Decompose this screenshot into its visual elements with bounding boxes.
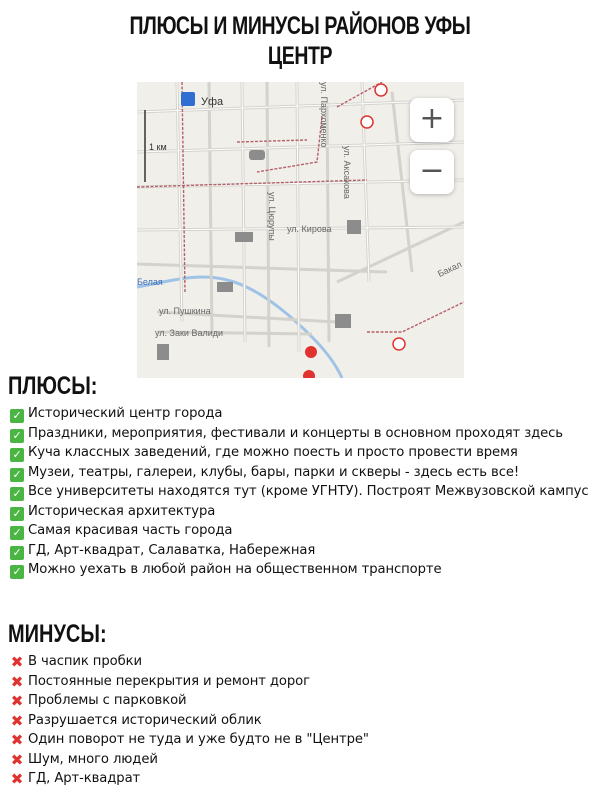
list-item — [10, 443, 592, 463]
list-item-text: Шум, много людей — [28, 751, 158, 767]
list-item-text: Один поворот не туда и уже будто не в "Центре" — [28, 732, 369, 747]
list-item — [10, 463, 592, 483]
zoom-in-button[interactable]: + — [410, 98, 454, 142]
building-icon — [217, 282, 233, 292]
zoom-out-button[interactable]: − — [410, 150, 454, 194]
check-icon: ✓ — [10, 507, 24, 521]
check-icon: ✓ — [10, 468, 24, 482]
cross-icon: ✖ — [10, 672, 24, 691]
list-item — [10, 424, 592, 444]
list-item — [10, 521, 592, 541]
list-item-text: Музеи, театры, галереи, клубы, бары, парки и скверы - здесь есть все! — [28, 464, 520, 480]
check-icon: ✓ — [10, 565, 24, 579]
map-scale-label: 1 км — [149, 142, 167, 152]
list-item — [10, 691, 592, 711]
list-item-text: Самая красивая часть города — [28, 523, 233, 538]
mosque-icon — [347, 220, 361, 234]
map-river-label: Белая — [137, 277, 163, 287]
map-city-label: Уфа — [201, 96, 224, 108]
cross-icon: ✖ — [10, 750, 24, 769]
map-street-parkhomenko: ул. Пархоменко — [319, 82, 329, 148]
monument-icon — [157, 344, 169, 360]
cross-icon: ✖ — [10, 770, 24, 788]
cross-icon: ✖ — [10, 653, 24, 671]
cons-list — [10, 652, 592, 789]
cross-icon: ✖ — [10, 692, 24, 710]
list-item-text: Историческая архитектура — [28, 503, 216, 519]
list-item — [10, 541, 592, 561]
city-badge-icon — [181, 92, 195, 106]
map-street-kirova: ул. Кирова — [287, 224, 332, 234]
map-street-bakal: Бакал — [436, 259, 464, 279]
list-item-text: Исторический центр города — [28, 406, 223, 421]
list-item — [10, 560, 592, 580]
check-icon: ✓ — [10, 429, 24, 443]
page-subtitle: ЦЕНТР — [267, 42, 333, 70]
list-item-text: Постоянные перекрытия и ремонт дорог — [28, 673, 310, 689]
cross-icon: ✖ — [10, 731, 24, 749]
map-street-pushkina: ул. Пушкина — [159, 306, 211, 316]
check-icon: ✓ — [10, 546, 24, 560]
list-item-text: Все университеты находятся тут (кроме УГНТУ). Построят Межвузовской кампус — [28, 484, 589, 499]
list-item-text: В часпик пробки — [28, 654, 142, 669]
stadium-icon — [249, 150, 265, 160]
museum-icon — [235, 232, 253, 242]
map-street-tsyurupy: ул. Цюрупы — [267, 192, 277, 241]
list-item-text: Куча классных заведений, где можно поесть и просто провести время — [28, 445, 518, 460]
list-item — [10, 482, 592, 502]
list-item-text: Праздники, мероприятия, фестивали и концерты в основном проходят здесь — [28, 425, 563, 441]
cross-icon: ✖ — [10, 711, 24, 730]
pros-heading: ПЛЮСЫ: — [8, 372, 98, 400]
list-item-text: Можно уехать в любой район на общественном транспорте — [28, 562, 442, 577]
list-item — [10, 750, 592, 770]
list-item-text: ГД, Арт-квадрат, Салаватка, Набережная — [28, 542, 316, 558]
check-icon: ✓ — [10, 487, 24, 501]
list-item — [10, 502, 592, 522]
map-view[interactable] — [137, 82, 464, 378]
list-item — [10, 711, 592, 731]
map-street-aksakova: ул. Аксакова — [342, 146, 352, 199]
map-street-zaki-validi: ул. Заки Валиди — [155, 328, 224, 338]
check-icon: ✓ — [10, 409, 24, 423]
pros-list — [10, 404, 592, 580]
cons-heading: МИНУСЫ: — [8, 620, 107, 648]
list-item — [10, 769, 592, 789]
list-item — [10, 404, 592, 424]
check-icon: ✓ — [10, 448, 24, 462]
list-item — [10, 652, 592, 672]
list-item-text: Проблемы с парковкой — [28, 693, 187, 708]
list-item-text: Разрушается исторический облик — [28, 712, 262, 728]
church-icon — [335, 314, 351, 328]
list-item — [10, 672, 592, 692]
page-title: ПЛЮСЫ И МИНУСЫ РАЙОНОВ УФЫ — [129, 12, 471, 40]
list-item — [10, 730, 592, 750]
list-item-text: ГД, Арт-квадрат — [28, 771, 141, 786]
check-icon: ✓ — [10, 526, 24, 540]
